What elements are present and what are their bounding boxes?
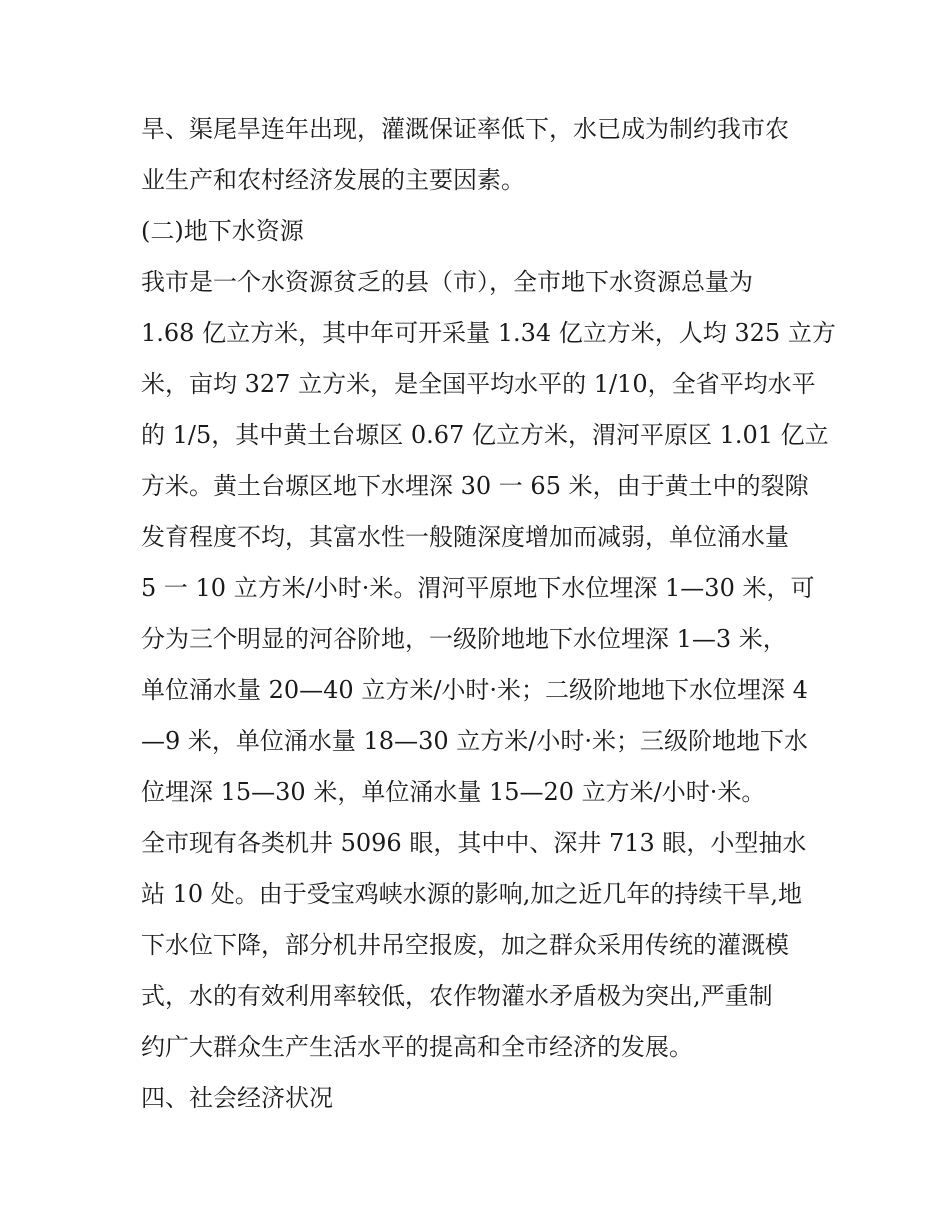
document-body: [141, 104, 836, 1124]
text-line-12: 单位涌水量 20—40 立方米/小时·米；二级阶地地下水位埋深 4: [141, 676, 808, 704]
text-line-16: 站 10 处。由于受宝鸡峡水源的影响,加之近几年的持续干旱,地: [141, 880, 803, 908]
text-line-9: 发育程度不均，其富水性一般随深度增加而减弱，单位涌水量: [141, 523, 789, 551]
text-line-2: 业生产和农村经济发展的主要因素。: [141, 166, 525, 194]
text-line-10: 5 一 10 立方米/小时·米。渭河平原地下水位埋深 1—30 米，可: [141, 574, 815, 602]
text-line-5: 1.68 亿立方米，其中年可开采量 1.34 亿立方米，人均 325 立方: [141, 319, 836, 347]
text-line-11: 分为三个明显的河谷阶地，一级阶地地下水位埋深 1—3 米，: [141, 625, 787, 653]
text-line-8: 方米。黄土台塬区地下水埋深 30 一 65 米，由于黄土中的裂隙: [141, 472, 809, 500]
section-heading-groundwater: (二)地下水资源: [141, 217, 304, 245]
text-line-19: 约广大群众生产生活水平的提高和全市经济的发展。: [141, 1033, 693, 1061]
section-heading-socioeconomic: 四、社会经济状况: [141, 1084, 333, 1112]
text-line-14: 位埋深 15—30 米，单位涌水量 15—20 立方米/小时·米。: [141, 778, 766, 806]
text-line-1: 旱、渠尾旱连年出现，灌溉保证率低下，水已成为制约我市农: [141, 115, 789, 143]
text-line-4: 我市是一个水资源贫乏的县（市），全市地下水资源总量为: [141, 268, 753, 296]
text-line-6: 米，亩均 327 立方米，是全国平均水平的 1/10，全省平均水平: [141, 370, 816, 398]
text-line-15: 全市现有各类机井 5096 眼，其中中、深井 713 眼，小型抽水: [141, 829, 807, 857]
text-line-13: —9 米，单位涌水量 18—30 立方米/小时·米；三级阶地地下水: [141, 727, 808, 755]
text-line-7: 的 1/5，其中黄土台塬区 0.67 亿立方米，渭河平原区 1.01 亿立: [141, 421, 829, 449]
text-line-18: 式，水的有效利用率较低，农作物灌水矛盾极为突出,严重制: [141, 982, 773, 1010]
text-line-17: 下水位下降，部分机井吊空报废，加之群众采用传统的灌溉模: [141, 931, 789, 959]
